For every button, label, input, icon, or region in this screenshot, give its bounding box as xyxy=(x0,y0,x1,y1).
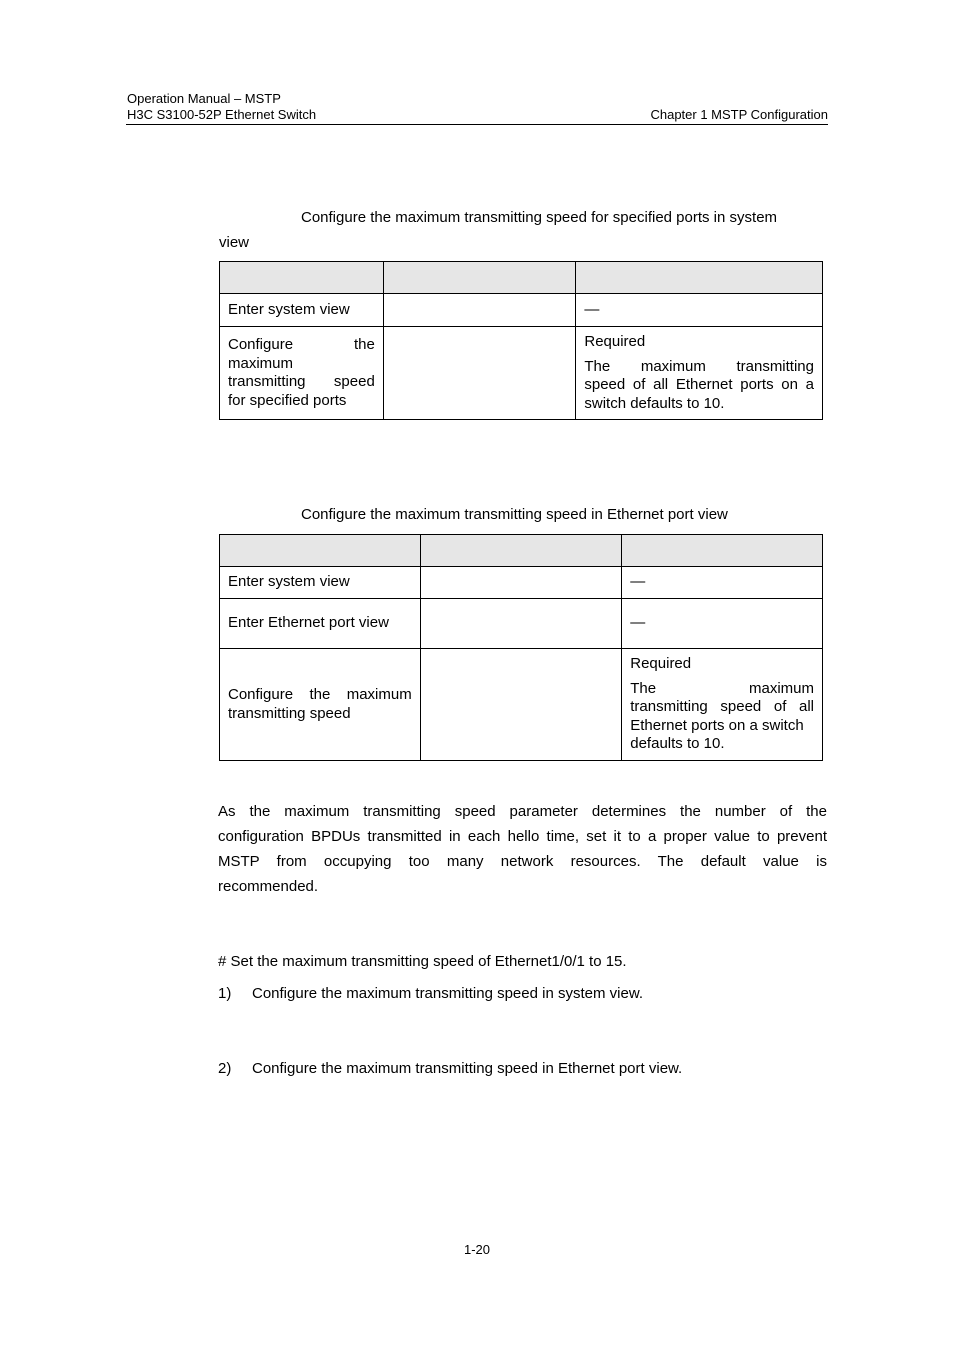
table1-caption: Configure the maximum transmitting speed for specified ports in system xyxy=(301,209,778,226)
header-cell xyxy=(622,535,823,567)
operation-cell: Enter system view xyxy=(220,294,384,327)
operation-text: transmitting speed xyxy=(228,704,351,722)
note-line: configuration BPDUs transmitted in each hello time, set it to a proper value to prevent xyxy=(218,828,827,845)
header-rule xyxy=(126,124,828,125)
operation-text: Configure the maximum xyxy=(228,686,412,703)
command-cell xyxy=(383,294,576,327)
remarks-cell: — xyxy=(622,567,823,599)
remarks-text: The maximum transmitting xyxy=(584,357,814,375)
remarks-cell: — xyxy=(576,294,823,327)
table-row xyxy=(220,294,823,327)
remarks-cell: — xyxy=(622,599,823,649)
header-cell xyxy=(383,262,576,294)
step-text: Configure the maximum transmitting speed in Ethernet port view. xyxy=(252,1060,683,1077)
remarks-cell xyxy=(622,649,823,761)
table-row xyxy=(220,327,823,420)
table-header-row xyxy=(220,262,823,294)
operation-text: transmitting speed xyxy=(228,373,375,390)
remarks-text: Ethernet ports on a switch xyxy=(630,716,804,734)
remarks-text: The maximum xyxy=(630,679,814,697)
command-cell xyxy=(420,599,622,649)
note-line: MSTP from occupying too many network resources. The default value is xyxy=(218,853,827,870)
table-row xyxy=(220,649,823,761)
chapter-title: Chapter 1 MSTP Configuration xyxy=(650,107,828,122)
remarks-text: switch defaults to 10. xyxy=(584,394,725,412)
manual-title: Operation Manual – MSTP xyxy=(127,91,281,106)
remarks-title: Required xyxy=(584,333,646,350)
step-number: 1) xyxy=(218,985,232,1002)
note-line: recommended. xyxy=(218,878,319,895)
page-number: 1-20 xyxy=(463,1242,491,1257)
command-cell xyxy=(420,649,622,761)
remarks-title: Required xyxy=(630,655,692,673)
table1 xyxy=(219,261,823,420)
example-intro: # Set the maximum transmitting speed of Ethernet1/0/1 to 15. xyxy=(218,953,627,970)
product-name: H3C S3100-52P Ethernet Switch xyxy=(127,107,317,122)
remarks-text: defaults to 10. xyxy=(630,735,725,753)
remarks-text: transmitting speed of all xyxy=(630,698,814,716)
note-line: As the maximum transmitting speed parameter determines the number of the xyxy=(218,803,827,820)
header-cell xyxy=(420,535,622,567)
operation-text: for specified ports xyxy=(228,391,347,409)
operation-cell xyxy=(220,327,384,420)
step-text: Configure the maximum transmitting speed in system view. xyxy=(252,985,643,1002)
table-header-row xyxy=(220,535,823,567)
operation-cell: Enter Ethernet port view xyxy=(220,599,421,649)
remarks-cell xyxy=(576,327,823,420)
operation-cell xyxy=(220,649,421,761)
operation-text: Configure the xyxy=(228,336,375,353)
table1-caption-continued: view xyxy=(219,234,250,251)
table-row xyxy=(220,599,823,649)
command-cell xyxy=(420,567,622,599)
header-cell xyxy=(220,262,384,294)
table2-caption: Configure the maximum transmitting speed in Ethernet port view xyxy=(301,506,728,523)
header-cell xyxy=(220,535,421,567)
note-paragraph xyxy=(218,799,827,899)
operation-text: maximum xyxy=(228,354,294,372)
remarks-text: speed of all Ethernet ports on a xyxy=(584,376,814,393)
step-number: 2) xyxy=(218,1060,232,1077)
header-cell xyxy=(576,262,823,294)
operation-cell: Enter system view xyxy=(220,567,421,599)
table-row xyxy=(220,567,823,599)
command-cell xyxy=(383,327,576,420)
table2 xyxy=(219,534,823,761)
